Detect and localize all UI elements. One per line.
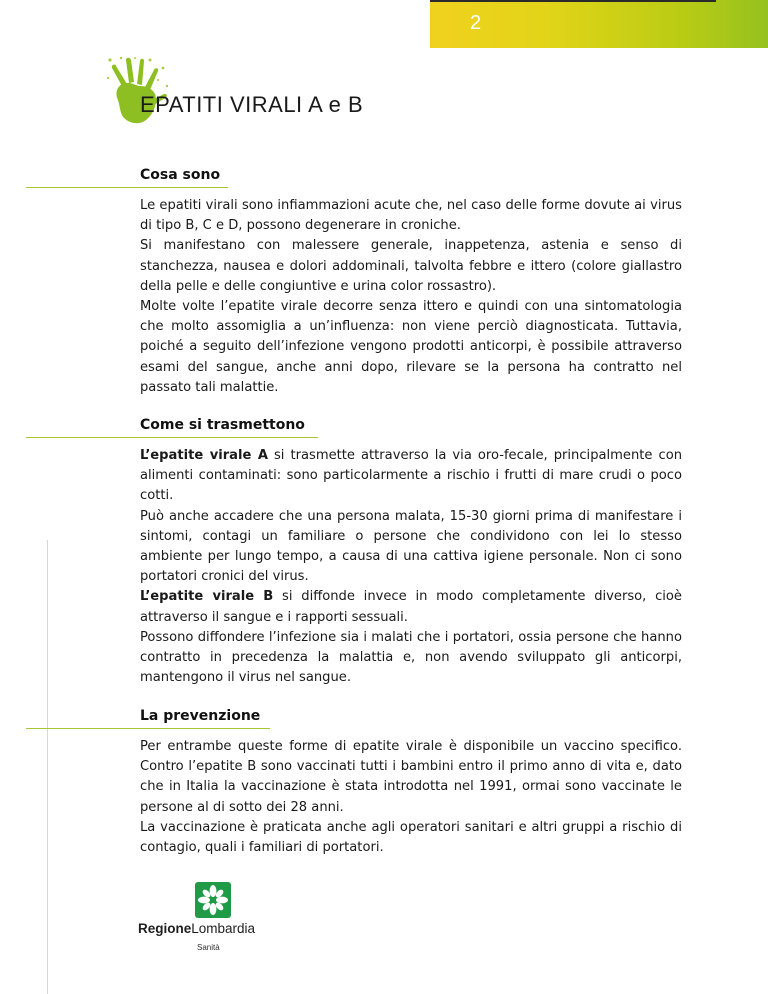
section-body-come-si-trasmettono bbox=[140, 446, 682, 688]
paragraph bbox=[140, 628, 682, 689]
paragraph bbox=[140, 446, 682, 507]
bold-term: L’epatite virale B bbox=[140, 589, 274, 605]
text-run: Può anche accadere che una persona malata, 15-30 giorni prima di manifestare i sintomi, contagi un familiare o persone che condividono con lei lo stesso ambiente per lungo tempo, a causa di una cattiva igiene personale. Non ci sono portatori cronici del virus. bbox=[140, 508, 682, 585]
section-body-cosa-sono bbox=[140, 196, 682, 398]
tab-notch bbox=[404, 0, 430, 48]
text-run: La vaccinazione è praticata anche agli operatori sanitari e altri gruppi a rischio di contagio, quali i familiari di portatori. bbox=[140, 819, 682, 856]
regione-lombardia-logo bbox=[138, 882, 296, 962]
bold-term: L’epatite virale A bbox=[140, 448, 268, 463]
text-run: Molte volte l’epatite virale decorre senza ittero e quindi con una sintomatologia che molto assomiglia a un’influenza: non viene perciò diagnosticata. Tuttavia, poiché a seguito dell’infezione vengono prodotti anticorpi, è possibile attraverso esami del sangue, anche anni dopo, rilevare se la persona ha contratto nel passato tali malattie. bbox=[140, 299, 682, 395]
section-heading-la-prevenzione: La prevenzione bbox=[140, 708, 261, 724]
page-number: 2 bbox=[470, 12, 482, 34]
section-rule-cosa-sono bbox=[26, 187, 228, 188]
text-run: Per entrambe queste forme di epatite virale è disponibile un vaccino specifico. Contro l’epatite B sono vaccinati tutti i bambini entro il primo anno di vita e, dato che in Italia la vaccinazione è stata introdotta nel 1991, ormai sono vaccinate le persone al di sotto dei 28 anni. bbox=[140, 739, 682, 815]
document-title: EPATITI VIRALI A e B bbox=[140, 92, 364, 117]
text-run: Si manifestano con malessere generale, inappetenza, astenia e senso di stanchezza, nausea e dolori addominali, talvolta febbre e ittero (colore giallastro della pelle e delle congiuntive e urina color rossastro). bbox=[140, 238, 682, 294]
paragraph bbox=[140, 818, 682, 858]
section-body-la-prevenzione bbox=[140, 737, 682, 858]
page-number-tab bbox=[430, 0, 768, 48]
text-run: Le epatiti virali sono infiammazioni acute che, nel caso delle forme dovute ai virus di tipo B, C e D, possono degenerare in croniche. bbox=[140, 198, 682, 234]
region-name-word-1: Regione bbox=[138, 921, 192, 936]
paragraph bbox=[140, 507, 682, 588]
tab-top-line bbox=[430, 0, 716, 2]
region-subtitle: Sanità bbox=[197, 943, 220, 952]
text-run: si diffonde invece in modo completamente diverso, cioè attraverso il sangue e i rapporti sessuali. bbox=[140, 589, 682, 625]
left-margin-rule bbox=[47, 540, 48, 994]
section-heading-cosa-sono: Cosa sono bbox=[140, 167, 221, 183]
region-name-word-2: Lombardia bbox=[191, 921, 256, 936]
lombardia-rose-icon bbox=[195, 882, 231, 918]
section-rule-come-si-trasmettono bbox=[26, 437, 318, 438]
section-heading-come-si-trasmettono: Come si trasmettono bbox=[140, 417, 305, 433]
region-name bbox=[138, 921, 255, 936]
section-rule-la-prevenzione bbox=[26, 728, 270, 729]
text-run: si trasmette attraverso la via oro-fecale, principalmente con alimenti contaminati: sono particolarmente a rischio i frutti di mare crudi o poco cotti. bbox=[140, 448, 683, 504]
paragraph bbox=[140, 587, 682, 627]
paragraph bbox=[140, 196, 682, 236]
text-run: Possono diffondere l’infezione sia i malati che i portatori, ossia persone che hanno contratto in precedenza la malattia e, non avendo sviluppato gli anticorpi, mantengono il virus nel sangue. bbox=[140, 629, 682, 686]
paragraph bbox=[140, 297, 682, 398]
paragraph bbox=[140, 737, 682, 818]
paragraph bbox=[140, 236, 682, 297]
